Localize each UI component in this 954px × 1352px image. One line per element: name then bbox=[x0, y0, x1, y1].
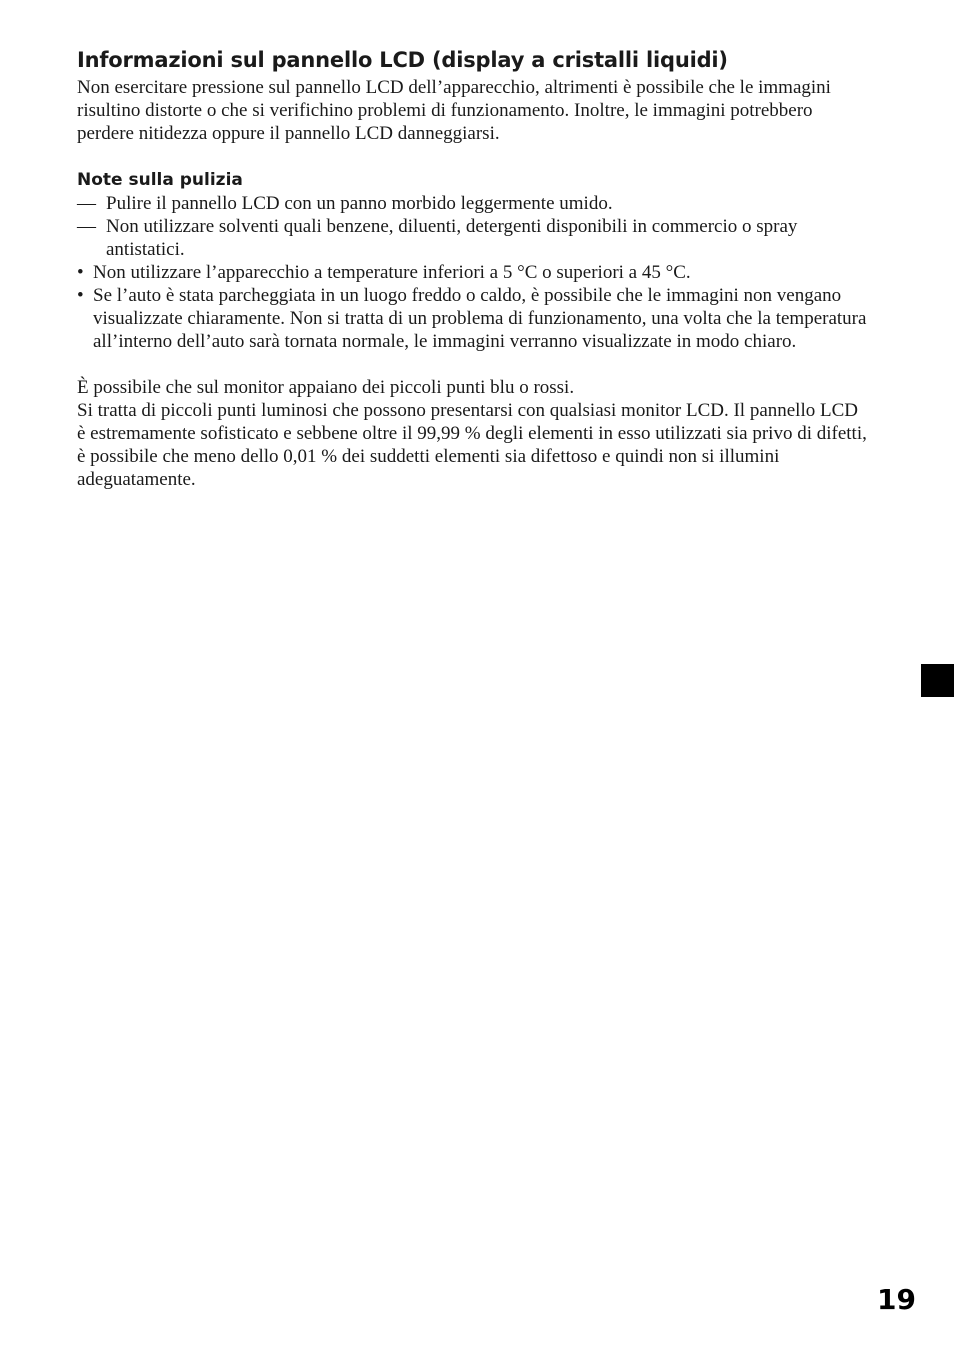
cleaning-dash-list bbox=[77, 192, 867, 261]
list-item bbox=[77, 284, 867, 353]
cleaning-heading: Note sulla pulizia bbox=[77, 170, 243, 190]
list-item bbox=[77, 192, 867, 215]
bullet-marker: • bbox=[77, 262, 84, 283]
list-item-text: Non utilizzare l’apparecchio a temperature inferiori a 5 °C o superiori a 45 °C. bbox=[93, 262, 691, 283]
page-number: 19 bbox=[877, 1283, 916, 1316]
list-item-text: Non utilizzare solventi quali benzene, diluenti, detergenti disponibili in commercio o spray antistatici. bbox=[106, 216, 798, 260]
list-item bbox=[77, 261, 867, 284]
list-item-text: Pulire il pannello LCD con un panno morbido leggermente umido. bbox=[106, 193, 613, 214]
pixels-note-paragraph: Si tratta di piccoli punti luminosi che possono presentarsi con qualsiasi monitor LCD. Il pannello LCD è estremamente sofisticato e sebbene oltre il 99,99 % degli elementi in esso utilizzati sia privo di difetti, è possibile che meno dello 0,01 % dei suddetti elementi sia difettoso e quindi non si illumini adeguatamente. bbox=[77, 400, 867, 490]
dash-marker: — bbox=[77, 193, 96, 214]
list-item-text: Se l’auto è stata parcheggiata in un luogo freddo o caldo, è possibile che le immagini non vengano visualizzate chiaramente. Non si tratta di un problema di funzionamento, una volta che la temperatura all’interno dell’auto sarà tornata normale, le immagini verranno visualizzate in modo chiaro. bbox=[93, 285, 867, 352]
bullet-marker: • bbox=[77, 285, 84, 306]
cleaning-bullet-list bbox=[77, 261, 867, 353]
list-item bbox=[77, 215, 867, 261]
intro-paragraph: Non esercitare pressione sul pannello LCD dell’apparecchio, altrimenti è possibile che le immagini risultino distorte o che si verifichino problemi di funzionamento. Inoltre, le immagini potrebbero perdere nitidezza oppure il pannello LCD danneggiarsi. bbox=[77, 77, 831, 144]
dash-marker: — bbox=[77, 216, 96, 237]
section-tab-marker bbox=[921, 664, 954, 697]
pixels-note-line1: È possibile che sul monitor appaiano dei piccoli punti blu o rossi. bbox=[77, 377, 575, 398]
page-content bbox=[77, 44, 867, 491]
section-title: Informazioni sul pannello LCD (display a cristalli liquidi) bbox=[77, 48, 728, 72]
